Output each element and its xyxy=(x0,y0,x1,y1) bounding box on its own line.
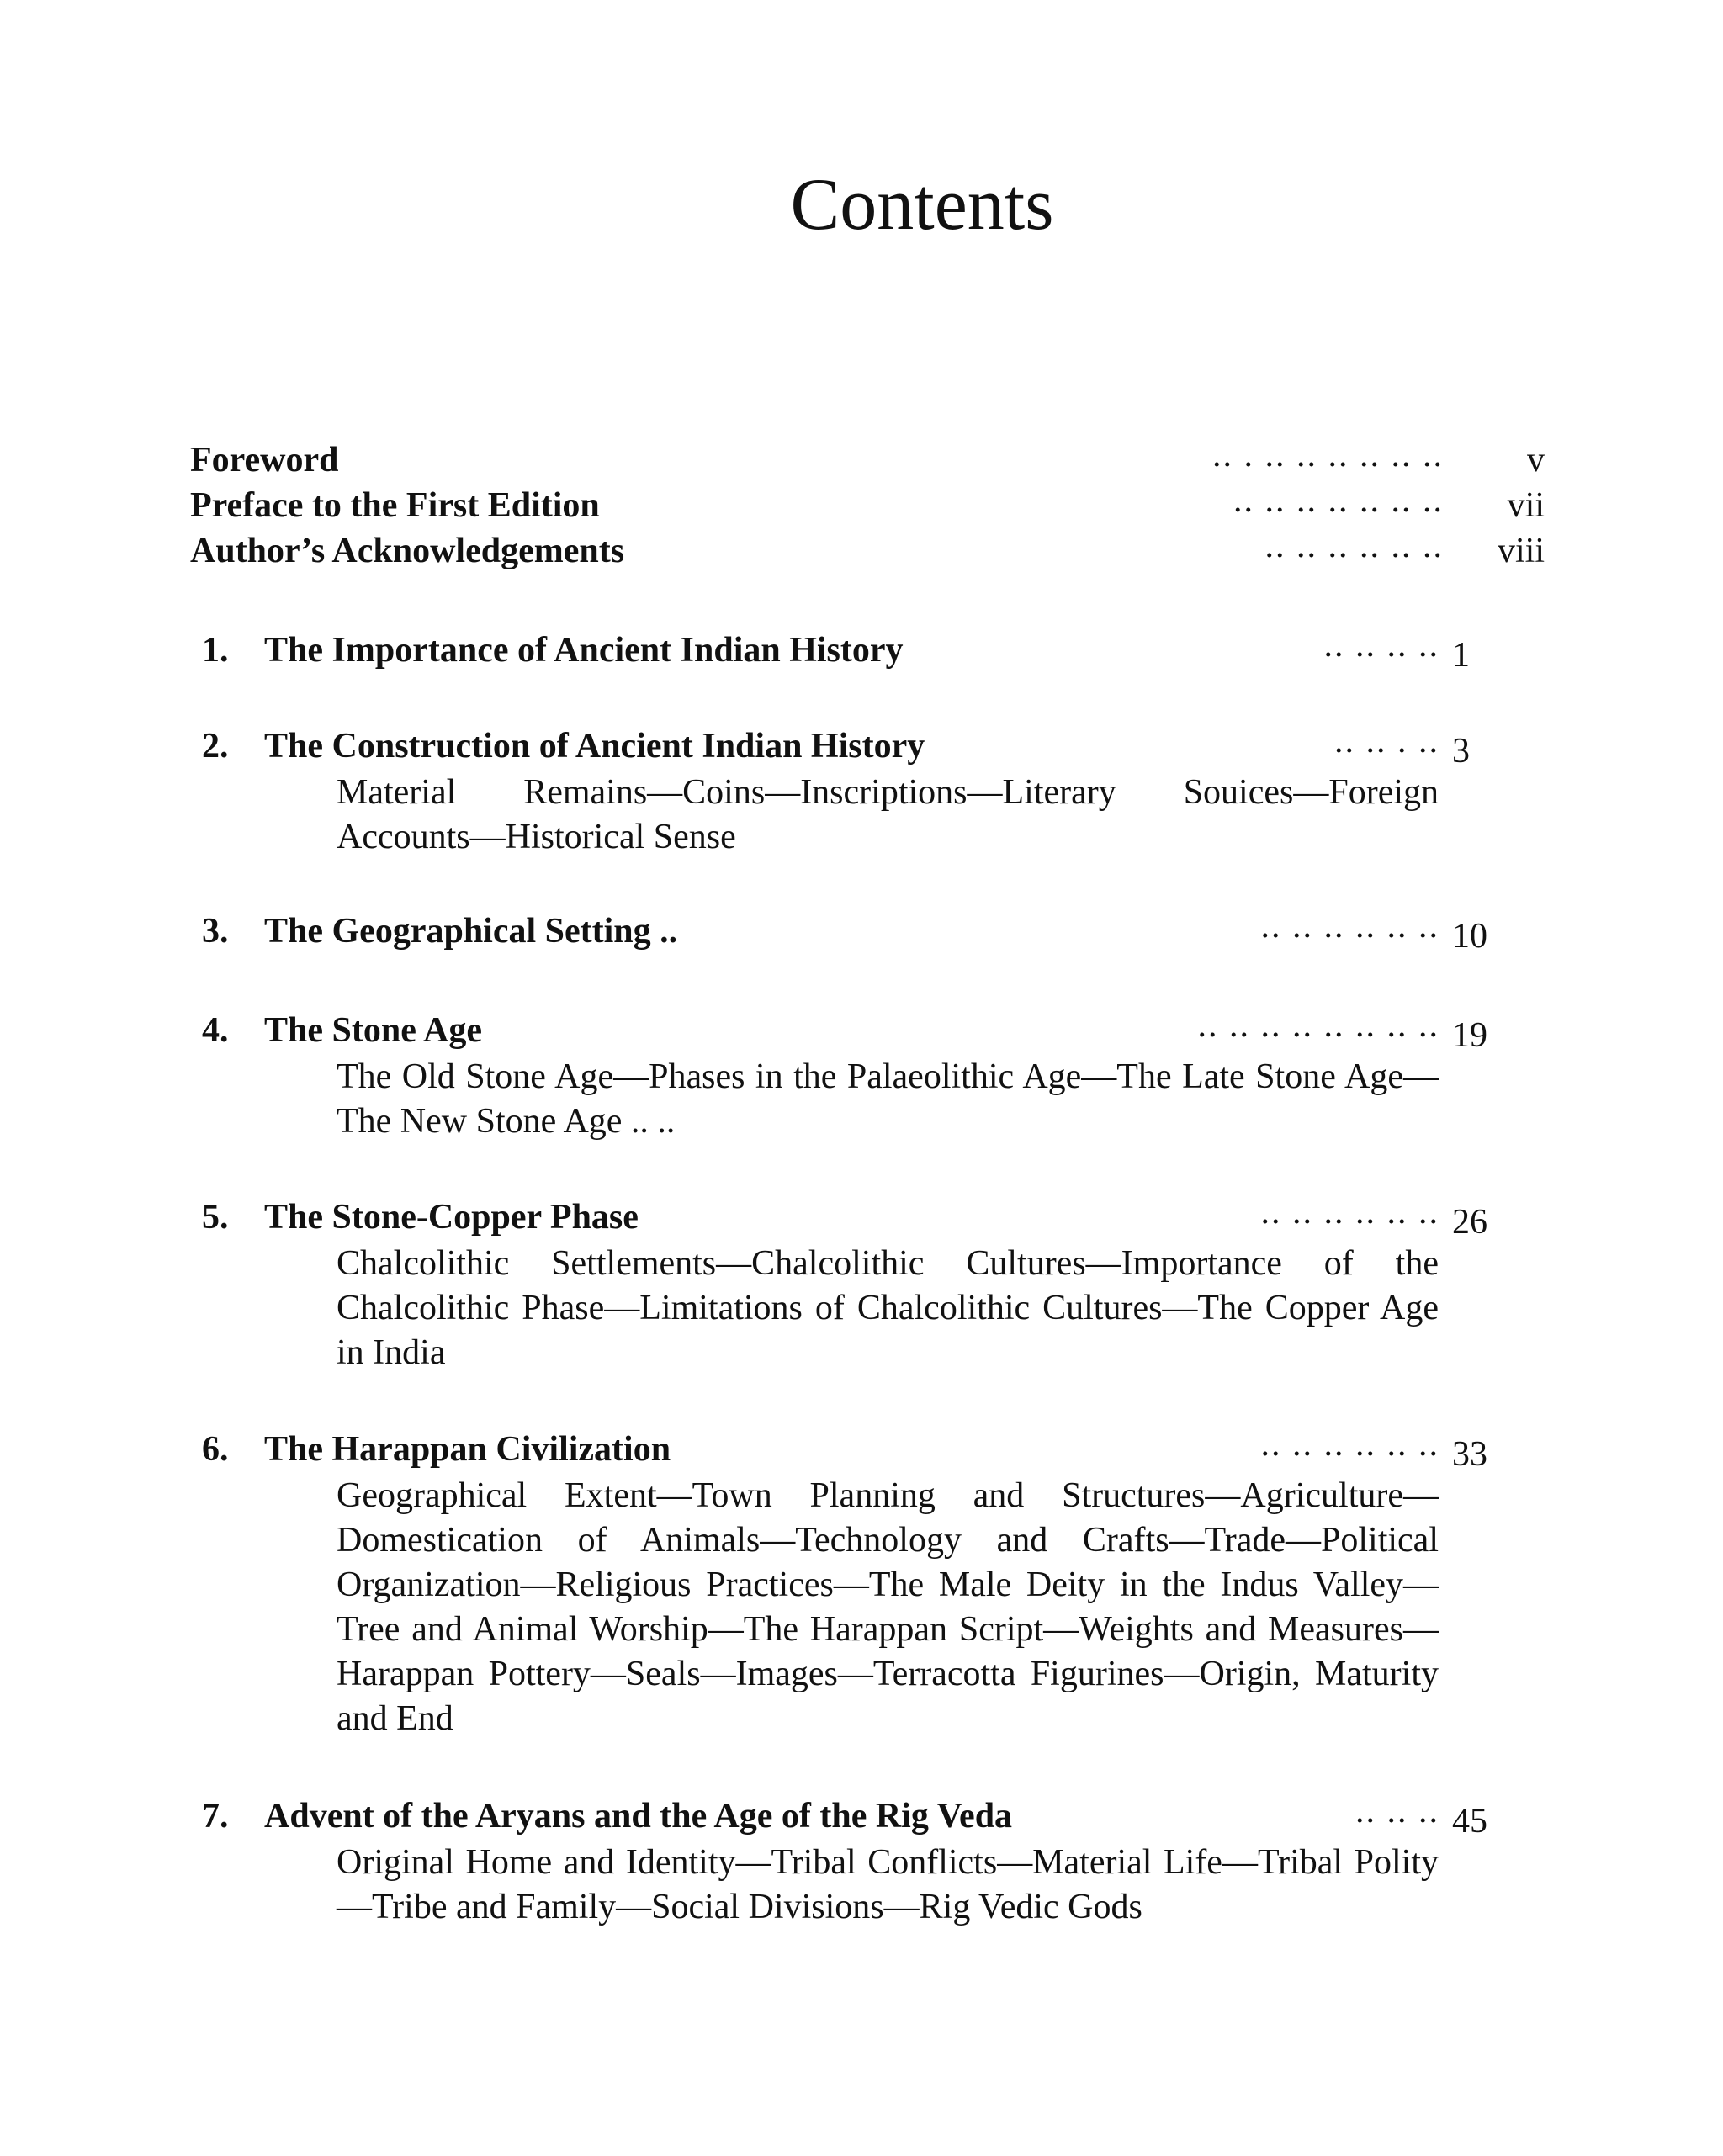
chapter-number: 2. xyxy=(202,727,229,765)
dot-leader: .. .. . .. xyxy=(1334,722,1439,760)
chapter-title: The Importance of Ancient Indian History xyxy=(264,631,904,670)
toc-chapter-1 xyxy=(194,626,1545,675)
page-title: Contents xyxy=(790,164,1054,246)
chapter-page-number: 19 xyxy=(1452,1016,1487,1055)
chapter-page-number: 3 xyxy=(1452,732,1470,771)
chapter-page-number: 33 xyxy=(1452,1435,1487,1474)
chapter-title: The Construction of Ancient Indian History xyxy=(264,727,925,765)
dot-leader: .. .. .. xyxy=(1355,1792,1439,1830)
chapter-subtopics: Chalcolithic Settlements—Chalcolithic Cultures—Importance of the Chalcolithic Phase—Limitations of Chalcolithic Cultures—The Copper Age in India xyxy=(337,1244,1439,1372)
chapter-heading[interactable] xyxy=(194,722,1545,771)
chapter-page-number: 10 xyxy=(1452,917,1487,956)
chapter-heading[interactable] xyxy=(194,907,1545,956)
toc-entry-title: Foreword xyxy=(190,441,339,479)
toc-entry-acknowledgements[interactable] xyxy=(190,528,1545,574)
dot-leader: .. .. .. .. .. .. .. .. xyxy=(1197,1006,1439,1045)
chapter-heading[interactable] xyxy=(194,1425,1545,1474)
dot-leader: .. .. .. .. .. .. xyxy=(1264,527,1444,565)
chapter-heading[interactable] xyxy=(194,1006,1545,1055)
toc-chapter-3 xyxy=(194,907,1545,956)
chapter-heading[interactable] xyxy=(194,1193,1545,1242)
chapter-number: 5. xyxy=(202,1198,229,1237)
dot-leader: .. .. .. .. .. .. xyxy=(1260,1193,1439,1232)
toc-chapter-4 xyxy=(194,1006,1545,1144)
toc-chapter-6 xyxy=(194,1425,1545,1741)
toc-chapter-5 xyxy=(194,1193,1545,1375)
chapter-title: The Stone Age xyxy=(264,1011,483,1050)
chapter-number: 3. xyxy=(202,912,229,951)
toc-entry-title: Preface to the First Edition xyxy=(190,486,600,525)
front-matter-list xyxy=(190,437,1545,574)
toc-entry-title: Author’s Acknowledgements xyxy=(190,532,625,570)
toc-chapter-2 xyxy=(194,722,1545,860)
chapter-number: 4. xyxy=(202,1011,229,1050)
dot-leader: .. .. .. .. xyxy=(1323,626,1439,665)
chapter-number: 7. xyxy=(202,1797,229,1836)
toc-page-number: vii xyxy=(1507,486,1545,525)
chapter-subtopics: The Old Stone Age—Phases in the Palaeolithic Age—The Late Stone Age—The New Stone Age .. .. xyxy=(337,1057,1439,1141)
chapter-number: 6. xyxy=(202,1430,229,1469)
chapter-title: Advent of the Aryans and the Age of the Rig Veda xyxy=(264,1797,1013,1836)
chapter-subtopics: Original Home and Identity—Tribal Conflicts—Material Life—Tribal Polity—Tribe and Family—Social Divisions—Rig Vedic Gods xyxy=(337,1843,1439,1926)
chapter-title: The Harappan Civilization xyxy=(264,1430,671,1469)
dot-leader: .. .. .. .. .. .. xyxy=(1260,907,1439,946)
chapter-page-number: 45 xyxy=(1452,1802,1487,1841)
toc-entry-foreword[interactable] xyxy=(190,437,1545,483)
chapter-heading[interactable] xyxy=(194,626,1545,675)
chapter-page-number: 26 xyxy=(1452,1203,1487,1242)
toc-entry-preface[interactable] xyxy=(190,483,1545,528)
chapter-page-number: 1 xyxy=(1452,636,1470,675)
dot-leader: .. . .. .. .. .. .. .. xyxy=(1212,436,1444,474)
dot-leader: .. .. .. .. .. .. .. xyxy=(1233,481,1444,520)
chapter-subtopics: Geographical Extent—Town Planning and Structures—Agriculture—Domestication of Animals—Technology and Crafts—Trade—Political Organization—Religious Practices—The Male Deity in the Indus Valley—Tree and Animal Worship—The Harappan Script—Weights and Measures—Harappan Pottery—Seals—Images—Terracotta Figurines—Origin, Maturity and End xyxy=(337,1476,1439,1738)
chapter-subtopics: Material Remains—Coins—Inscriptions—Literary Souices—Foreign Accounts—Historical Sense xyxy=(337,773,1439,856)
chapter-title: The Stone-Copper Phase xyxy=(264,1198,639,1237)
chapter-title: The Geographical Setting .. xyxy=(264,912,678,951)
dot-leader: .. .. .. .. .. .. xyxy=(1260,1425,1439,1464)
toc-chapter-7 xyxy=(194,1792,1545,1930)
chapter-heading[interactable] xyxy=(194,1792,1545,1841)
toc-page-number: v xyxy=(1527,441,1545,479)
toc-page-number: viii xyxy=(1497,532,1545,570)
chapter-number: 1. xyxy=(202,631,229,670)
